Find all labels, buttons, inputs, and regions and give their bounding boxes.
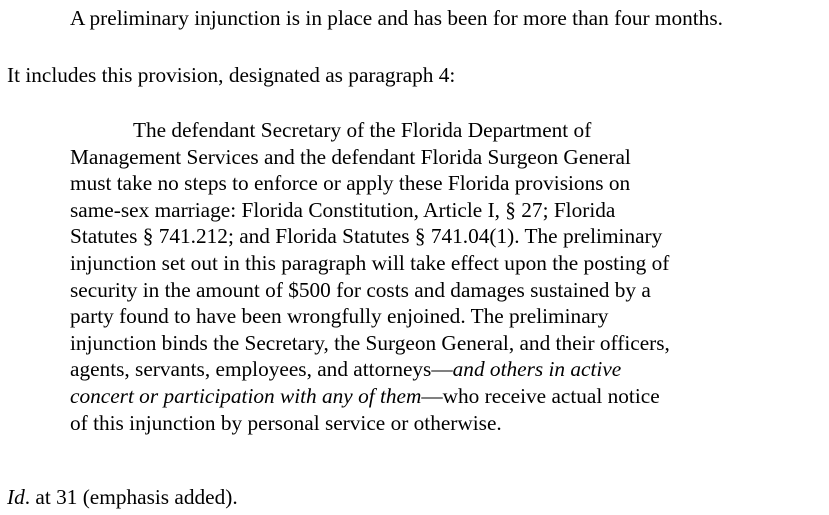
intro-paragraph: A preliminary injunction is in place and has been for more than four months. xyxy=(70,6,723,30)
quote-line: of this injunction by personal service or otherwise. xyxy=(70,410,502,435)
quote-line: must take no steps to enforce or apply these Florida provisions on xyxy=(70,171,631,196)
quote-text-roman: agents, servants, employees, and attorneys— xyxy=(70,357,453,382)
quote-line: injunction set out in this paragraph will take effect upon the posting of xyxy=(70,250,670,275)
quote-emphasis: and others in active xyxy=(452,357,622,382)
quote-line: The defendant Secretary of the Florida Department of xyxy=(133,118,592,142)
quote-line: same-sex marriage: Florida Constitution, Article I, § 27; Florida xyxy=(70,197,616,222)
quote-line: injunction binds the Secretary, the Surgeon General, and their officers, xyxy=(70,330,670,355)
quote-line: Management Services and the defendant Florida Surgeon General xyxy=(70,144,631,169)
quote-line xyxy=(70,356,670,383)
quote-text-roman: —who receive actual notice xyxy=(421,383,660,408)
quote-line: security in the amount of $500 for costs and damages sustained by a xyxy=(70,277,651,302)
quote-emphasis: concert or participation with any of them xyxy=(70,383,422,408)
citation xyxy=(7,484,238,511)
block-quote xyxy=(70,117,670,436)
quote-line: party found to have been wrongfully enjoined. The preliminary xyxy=(70,304,609,329)
quote-line xyxy=(70,383,670,410)
quote-line: Statutes § 741.212; and Florida Statutes § 741.04(1). The preliminary xyxy=(70,224,663,249)
citation-text: . at 31 (emphasis added). xyxy=(24,485,238,509)
citation-id: Id xyxy=(7,485,25,509)
provision-intro-paragraph: It includes this provision, designated as paragraph 4: xyxy=(7,63,456,87)
